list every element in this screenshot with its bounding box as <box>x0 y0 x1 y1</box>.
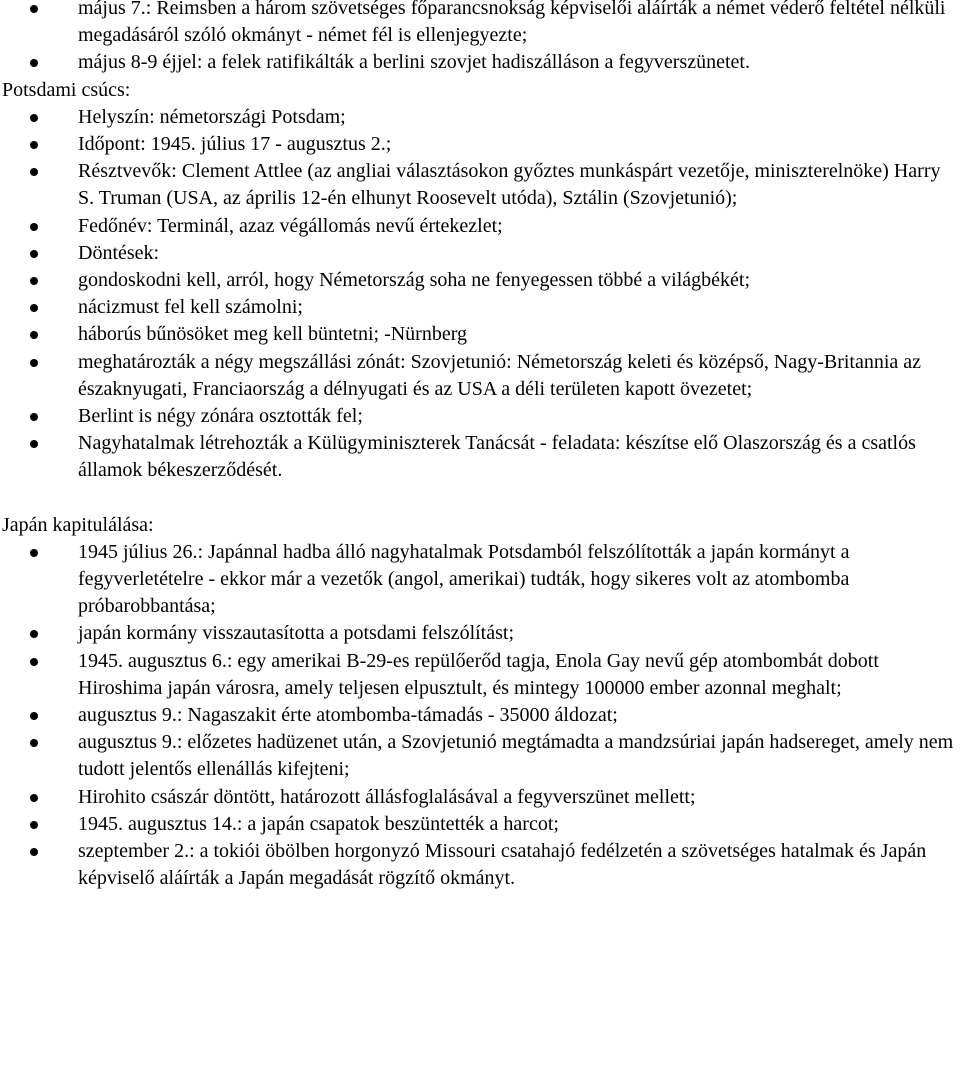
list-item <box>0 838 960 892</box>
list-item <box>0 104 960 131</box>
list-item <box>0 213 960 240</box>
bullet-icon <box>30 712 38 720</box>
list-item <box>0 49 960 76</box>
bullet-icon <box>30 250 38 258</box>
list-item-text: Berlint is négy zónára osztották fel; <box>78 405 363 428</box>
list-item <box>0 648 960 702</box>
list-item <box>0 539 960 621</box>
bullet-icon <box>30 304 38 312</box>
potsdam-heading: Potsdami csúcs: <box>2 78 131 101</box>
list-item <box>0 403 960 430</box>
list-item <box>0 729 960 783</box>
list-item-text: nácizmust fel kell számolni; <box>78 296 303 319</box>
list-item <box>0 349 960 403</box>
japan-heading: Japán kapitulálása: <box>2 513 154 536</box>
list-item <box>0 131 960 158</box>
bullet-icon <box>30 549 38 557</box>
list-item-text: május 8-9 éjjel: a felek ratifikálták a berlini szovjet hadiszálláson a fegyverszünetet. <box>78 51 750 74</box>
list-item-text: Időpont: 1945. július 17 - augusztus 2.; <box>78 133 392 156</box>
bullet-icon <box>30 223 38 231</box>
bullet-icon <box>30 5 38 13</box>
list-item-text: japán kormány visszautasította a potsdami felszólítást; <box>78 622 515 645</box>
japan-list <box>0 539 960 893</box>
potsdam-list <box>0 104 960 485</box>
bullet-icon <box>30 794 38 802</box>
bullet-icon <box>30 359 38 367</box>
list-item-text: szeptember 2.: a tokiói öbölben horgonyzó Missouri csatahajó fedélzetén a szövetséges hatalmak és Japán képviselő aláírták a Japán megadását rögzítő okmányt. <box>78 840 927 890</box>
bullet-icon <box>30 413 38 421</box>
list-item <box>0 811 960 838</box>
list-item <box>0 0 960 49</box>
list-item-text: 1945 július 26.: Japánnal hadba álló nagyhatalmak Potsdamból felszólították a japán kormányt a fegyverletételre - ekkor már a vezetők (angol, amerikai) tudták, hogy sikeres volt az atombomba próbarobbantása; <box>78 540 850 618</box>
list-item-text: 1945. augusztus 14.: a japán csapatok beszüntették a harcot; <box>78 812 559 835</box>
list-item-text: Helyszín: németországi Potsdam; <box>78 105 346 128</box>
list-item-text: gondoskodni kell, arról, hogy Németország soha ne fenyegessen többé a világbékét; <box>78 269 751 292</box>
list-item <box>0 702 960 729</box>
list-item-text: május 7.: Reimsben a három szövetséges főparancsnokság képviselői aláírták a német véderő feltétel nélküli megadásáról szóló okmányt - német fél is ellenjegyezte; <box>78 0 946 47</box>
list-item-text: Nagyhatalmak létrehozták a Külügyminiszterek Tanácsát - feladata: készítse elő Olaszország és a csatlós államok békeszerződését. <box>78 432 916 482</box>
list-item <box>0 620 960 647</box>
section-spacer <box>0 485 960 512</box>
bullet-icon <box>30 440 38 448</box>
bullet-icon <box>30 821 38 829</box>
list-item-text: augusztus 9.: előzetes hadüzenet után, a Szovjetunió megtámadta a mandzsúriai japán hadsereget, amely nem tudott jelentős ellenállás kifejteni; <box>78 731 954 781</box>
list-item <box>0 321 960 348</box>
bullet-icon <box>30 658 38 666</box>
bullet-icon <box>30 114 38 122</box>
bullet-icon <box>30 168 38 176</box>
list-item <box>0 430 960 484</box>
list-item <box>0 158 960 212</box>
list-item <box>0 267 960 294</box>
list-item <box>0 294 960 321</box>
may-events-list <box>0 0 960 77</box>
list-item-text: 1945. augusztus 6.: egy amerikai B-29-es repülőerőd tagja, Enola Gay nevű gép atombombát dobott Hiroshima japán városra, amely teljesen elpusztult, és mintegy 100000 ember azonnal meghalt; <box>78 649 879 699</box>
list-item-text: Hirohito császár döntött, határozott állásfoglalásával a fegyverszünet mellett; <box>78 785 696 808</box>
list-item-text: háborús bűnösöket meg kell büntetni; -Nürnberg <box>78 323 468 346</box>
list-item-text: Döntések: <box>78 241 160 264</box>
bullet-icon <box>30 630 38 638</box>
list-item-text: Résztvevők: Clement Attlee (az angliai választásokon győztes munkáspárt vezetője, miniszterelnöke) Harry S. Truman (USA, az április 12-én elhunyt Roosevelt utóda), Sztálin (Szovjetunió); <box>78 160 941 210</box>
bullet-icon <box>30 331 38 339</box>
list-item <box>0 784 960 811</box>
list-item-text: Fedőnév: Terminál, azaz végállomás nevű értekezlet; <box>78 214 503 237</box>
bullet-icon <box>30 277 38 285</box>
bullet-icon <box>30 141 38 149</box>
list-item-text: augusztus 9.: Nagaszakit érte atombomba-támadás - 35000 áldozat; <box>78 704 618 727</box>
bullet-icon <box>30 59 38 67</box>
list-item-text: meghatározták a négy megszállási zónát: Szovjetunió: Németország keleti és középső, Nagy-Britannia az északnyugati, Franciaország a délnyugati és az USA a déli területen kapott övezetet; <box>78 350 922 400</box>
list-item <box>0 240 960 267</box>
bullet-icon <box>30 848 38 856</box>
bullet-icon <box>30 739 38 747</box>
